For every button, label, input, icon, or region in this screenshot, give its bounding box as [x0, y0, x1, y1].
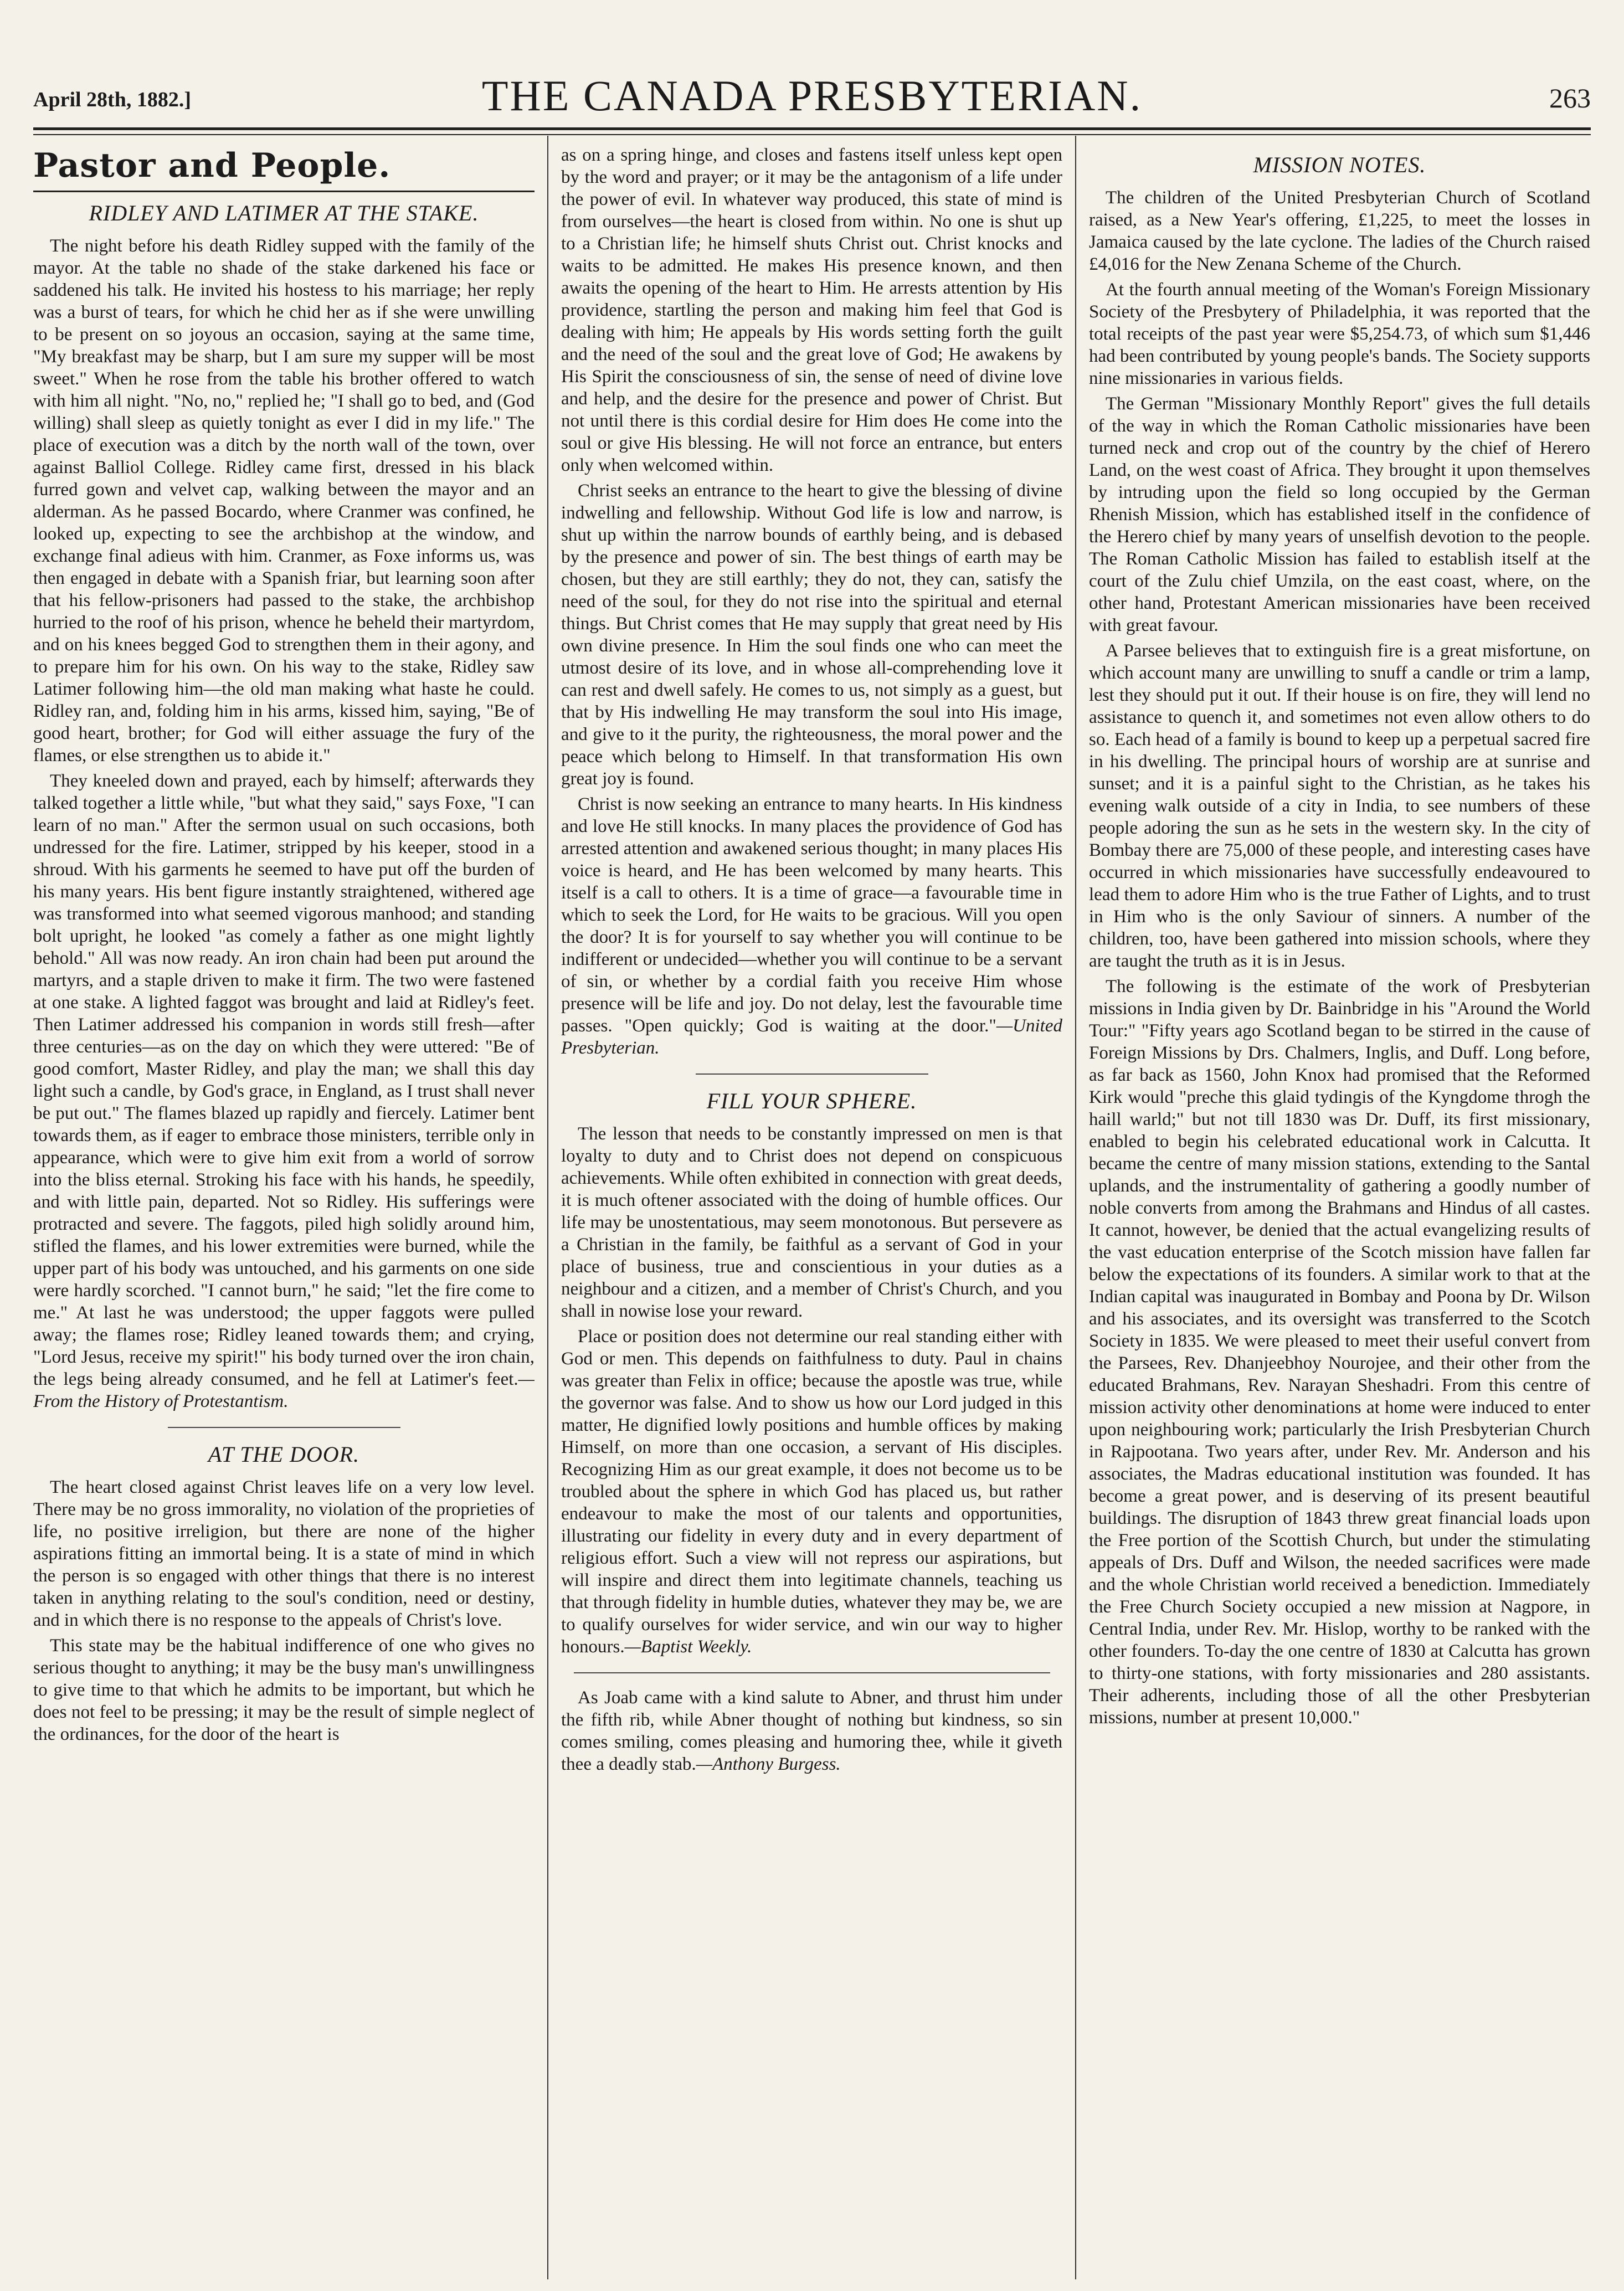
article-source: —From the History of Protestantism. — [33, 1369, 535, 1411]
article-paragraph: The lesson that needs to be constantly impressed on men is that loyalty to duty and to Christ does not depend on conspicuous achievements. While often exhibited in connection with great deeds, it is much oftener associated with the doing of humble offices. Our life may be unostentatious, may seem monotonous. But persevere as a Christian in the family, be faithful as a servant of God in your place of business, true and conscientious in your duties as a neighbour and a citizen, and a member of Christ's Church, and you shall in nowise lose your reward. — [561, 1124, 1062, 1321]
article-separator — [168, 1427, 400, 1428]
paragraph-text: Christ is now seeking an entrance to many hearts. In His kindness and love He still knocks. In many places the providence of God has arrested attention and awakened serious thought; in many places His voice is heard, and He has been welcomed by many hearts. This itself is a call to others. It is a time of grace—a favourable time in which to seek the Lord, for He waits to be gracious. Will you open the door? It is for yourself to say whether you will continue to be indifferent or undecided—whether you will continue to be a servant of sin, or whether by a cordial faith you receive Him whose presence will be life and joy. Do not delay, lest the favourable time passes. "Open quickly; God is waiting at the door." — [561, 794, 1062, 1036]
masthead-title: THE CANADA PRESBYTERIAN. — [481, 71, 1143, 120]
paragraph-text: Place or position does not determine our real standing either with God or men. This depends on faithfulness to duty. Paul in chains was greater than Felix in office; because the apostle was true, while the governor was false. And to show us how our Lord judged in this matter, He dignified lowly positions and humble offices by making Himself, on more than one occasion, a servant of His disciples. Recognizing Him as our great example, it does not become us to be troubled about the sphere in which God has placed us, but rather endeavour to make the most of our talents and opportunities, illustrating our fidelity in every duty and in every department of religious effort. Such a view will not repress our aspirations, but will inspire and direct them into legitimate channels, teaching us that through fidelity in humble duties, whatever they may be, we are to qualify ourselves for wider service, and win our way to higher honours. — [561, 1327, 1062, 1657]
article-paragraph: Christ seeks an entrance to the heart to give the blessing of divine indwelling and fellowship. Without God life is low and narrow, is shut up within the narrow bounds of earthly being, and is debased by the presence and power of sin. The best things of earth may be chosen, but they are still earthly; they do not, they can, satisfy the need of the soul, for they do not rise into the spiritual and eternal things. But Christ comes that He may supply that great need by His own divine presence. In Him the soul finds one who can meet the utmost desire of its love, and in whose all-comprehending love it can rest and dwell safely. He comes to us, not simply as a guest, but that by His indwelling He may transform the soul into His image, and give to it the purity, the righteousness, the moral power and the peace which belong to Himself. In that transformation His own great joy is found. — [561, 481, 1062, 789]
paragraph-text: As Joab came with a kind salute to Abner, and thrust him under the fifth rib, while Abner thought of nothing but kindness, so sin comes smiling, comes pleasing and humoring thee, while it giveth thee a deadly stab. — [561, 1688, 1062, 1774]
article-paragraph: The heart closed against Christ leaves life on a very low level. There may be no gross immorality, no violation of the proprieties of life, no positive irreligion, but there are none of the higher aspirations fitting an immortal being. It is a state of mind in which the person is so engaged with other things that there is no interest taken in anything relating to the soul's condition, need or destiny, and in which there is no response to the appeals of Christ's love. — [33, 1477, 535, 1630]
article-paragraph — [33, 770, 535, 1412]
column-middle — [561, 144, 1062, 2282]
column-right — [1089, 144, 1590, 2282]
section-heading: Pastor and People. — [33, 146, 535, 192]
article-paragraph: A Parsee believes that to extinguish fire is a great misfortune, on which account many are unwilling to snuff a candle or trim a lamp, lest they should put it out. If their house is on fire, they will lend no assistance to quench it, and sometimes not even allow others to do so. Each head of a family is bound to keep up a perpetual sacred fire in his dwelling. The principal hours of worship are at sunrise and sunset; and it is a painful sight to the Christian, as he takes his evening walk outside of a city in India, to see numbers of these people adoring the sun as he sets in the western sky. In the city of Bombay there are 75,000 of these people, and interesting cases have occurred in which missionaries have successfully endeavoured to lead them to adore Him who is the true Father of Lights, and to trust in Him who is the only Saviour of sinners. A number of the children, too, have been gathered into mission schools, where they are taught the truth as it is in Jesus. — [1089, 641, 1590, 971]
column-divider — [1075, 136, 1076, 2279]
article-title-mission: MISSION NOTES. — [1253, 152, 1426, 177]
article-source: —Baptist Weekly. — [624, 1637, 752, 1657]
article-paragraph: The night before his death Ridley supped with the family of the mayor. At the table no shade of the stake darkened his face or saddened his talk. He invited his hostess to his marriage; her reply was a burst of tears, for which he chid her as if she were unwilling to be present on so joyous an occasion, saying at the same time, "My breakfast may be sharp, but I am sure my supper will be most sweet." When he rose from the table his brother offered to watch with him all night. "No, no," replied he; "I shall go to bed, and (God willing) shall sleep as quietly tonight as ever I did in my life." The place of execution was a ditch by the north wall of the town, over against Balliol College. Ridley came first, dressed in his black furred gown and velvet cap, walking between the mayor and an alderman. As he passed Bocardo, where Cranmer was confined, he looked up, expecting to see the archbishop at the window, and exchange final adieus with him. Cranmer, as Foxe informs us, was then engaged in debate with a Spanish friar, but learning soon after that his fellow-prisoners had passed to the stake, the archbishop hurried to the roof of his prison, whence he beheld their martyrdom, and on his knees begged God to strengthen them in their agony, and to prepare him for his own. On his way to the stake, Ridley saw Latimer following him—the old man making what haste he could. Ridley ran, and, folding him in his arms, kissed him, saying, "Be of good heart, brother; for God will either assuage the fury of the flames, or else strengthen us to abide it." — [33, 236, 535, 766]
column-divider — [547, 136, 548, 2279]
article-paragraph — [561, 1687, 1062, 1775]
article-title-ridley: RIDLEY AND LATIMER AT THE STAKE. — [89, 201, 479, 225]
issue-date: April 28th, 1882.] — [33, 88, 191, 111]
column-left — [33, 144, 535, 2282]
article-paragraph: The children of the United Presbyterian Church of Scotland raised, as a New Year's offering, £1,225, to meet the losses in Jamaica caused by the late cyclone. The ladies of the Church raised £4,016 for the New Zenana Scheme of the Church. — [1089, 188, 1590, 274]
article-separator — [696, 1073, 928, 1075]
article-source: —Anthony Burgess. — [696, 1754, 841, 1774]
header-rule — [33, 127, 1591, 130]
article-separator — [574, 1672, 1050, 1673]
paragraph-text: They kneeled down and prayed, each by himself; afterwards they talked together a little while, "but what they said," says Foxe, "I can learn of no man." After the sermon usual on such occasions, both undressed for the fire. Latimer, stripped by his keeper, stood in a shroud. With his garments he seemed to have put off the burden of his many years. His bent figure instantly straightened, withered age was transformed into what seemed vigorous manhood; and standing bolt upright, he looked "as comely a father as one might lightly behold." All was now ready. An iron chain had been put around the martyrs, and a staple driven to make it firm. The two were fastened at one stake. A lighted faggot was brought and laid at Ridley's feet. Then Latimer addressed his companion in words still fresh—after three centuries—as on the day on which they were uttered: "Be of good comfort, Master Ridley, and play the man; we shall this day light such a candle, by God's grace, in England, as I trust shall never be put out." The flames blazed up rapidly and fiercely. Latimer bent towards them, as if eager to embrace those ministers, terrible only in appearance, which were to give him exit from a world of sorrow into the bliss eternal. Stroking his face with his hands, he speedily, and with little pain, departed. Not so Ridley. His sufferings were protracted and severe. The faggots, piled high solidly around him, stifled the flames, and his lower extremities were burned, while the upper part of his body was untouched, and his garments on one side were hardly scorched. "I cannot burn," he said; "let the fire come to me." At last he was understood; the upper faggots were pulled away; the flames rose; Ridley leaned towards them; and crying, "Lord Jesus, receive my spirit!" his body turned over the iron chain, the legs being already consumed, and he fell at Latimer's feet. — [33, 771, 535, 1389]
article-paragraph: The following is the estimate of the work of Presbyterian missions in India given by Dr. Bainbridge in his "Around the World Tour:" "Fifty years ago Scotland began to be stirred in the cause of Foreign Missions by Drs. Chalmers, Inglis, and Duff. Long before, as far back as 1560, John Knox had promised that the Reformed Kirk would "preche this glaid tydingis of the Kyngdome throgh the haill warld;" but not till 1830 was Dr. Duff, its first missionary, enabled to begin his celebrated educational work in Calcutta. It became the centre of many mission stations, extending to the Santal uplands, and the instrumentality of gathering a goodly number of noble converts from among the Brahmans and Hindus of all castes. It cannot, however, be denied that the actual evangelizing results of the vast education enterprise of the Scotch mission have fallen far below the expectations of its founders. A similar work to that at the Indian capital was inaugurated in Bombay and Poona by Dr. Wilson and his associates, and its oversight was transferred to the Scotch Society in 1835. We were pleased to meet their useful convert from the Parsees, Rev. Dhanjeebhoy Nourojee, and their other from the educated Brahmans, Rev. Narayan Sheshadri. From this centre of mission activity other denominations at home were induced to enter upon neighbouring work; particularly the Irish Presbyterian Church in Rajpootana. Two years after, under Rev. Mr. Anderson and his associates, the Madras educational institution was founded. It has become a great power, and is deserving of its present beautiful buildings. The disruption of 1843 threw great financial loads upon the Free portion of the Scottish Church, but under the stimulating appeals of Drs. Duff and Wilson, the needed sacrifices were made and the whole Christian world received a benediction. Immediately the Free Church Society occupied a new mission at Nagpore, in Central India, under Rev. Mr. Hislop, worthy to be ranked with the other founders. To-day the one centre of 1830 at Calcutta has grown to thirty-one stations, with forty missionaries and 280 assistants. Their adherents, including those of all the other Presbyterian missions, number at present 10,000." — [1089, 977, 1590, 1728]
article-paragraph: This state may be the habitual indifference of one who gives no serious thought to anything; it may be the busy man's unwillingness to give time to that which he admits to be important, but which he does not feel to be pressing; it may be the result of simple neglect of the ordinances, for the door of the heart is — [33, 1636, 535, 1744]
article-paragraph: At the fourth annual meeting of the Woman's Foreign Missionary Society of the Presbytery of Philadelphia, it was reported that the total receipts of the past year were $5,254.73, of which sum $1,446 had been contributed by young people's bands. The Society supports nine missionaries in various fields. — [1089, 280, 1590, 388]
article-paragraph: as on a spring hinge, and closes and fastens itself unless kept open by the word and prayer; or it may be the antagonism of a life under the power of evil. In whatever way produced, this state of mind is from ourselves—the heart is closed from within. No one is shut up to a Christian life; he himself shuts Christ out. Christ knocks and waits to be admitted. He makes His presence known, and then awaits the opening of the heart to Him. He arrests attention by His providence, startling the person and making him feel that God is dealing with him; He appeals by His words setting forth the guilt and the need of the soul and the great love of God; He awakens by His Spirit the consciousness of sin, the sense of need of divine love and help, and the desire for the presence and power of Christ. But not until there is this cordial desire for Him does He come into the soul or give His blessing. He will not force an entrance, but enters only when welcomed within. — [561, 145, 1062, 475]
article-source: —United Presbyterian. — [561, 1016, 1062, 1058]
article-paragraph — [561, 1326, 1062, 1658]
article-paragraph: The German "Missionary Monthly Report" gives the full details of the way in which the Roman Catholic missionaries have been turned neck and crop out of the country by the chief of Herero Land, on the west coast of Africa. They brought it upon themselves by intruding upon the field so long occupied by the German Rhenish Mission, which has established itself in the confidence of the Herero chief by many years of unselfish devotion to the people. The Roman Catholic Mission has failed to establish itself at the court of the Zulu chief Umzila, on the east coast, where, on the other hand, Protestant American missionaries have been received with great favour. — [1089, 394, 1590, 635]
page-header — [33, 66, 1591, 120]
article-paragraph — [561, 793, 1062, 1059]
header-rule-thin — [33, 134, 1591, 135]
article-title-door: AT THE DOOR. — [208, 1442, 360, 1467]
page-number: 263 — [1549, 83, 1591, 114]
article-title-sphere: FILL YOUR SPHERE. — [706, 1088, 917, 1113]
